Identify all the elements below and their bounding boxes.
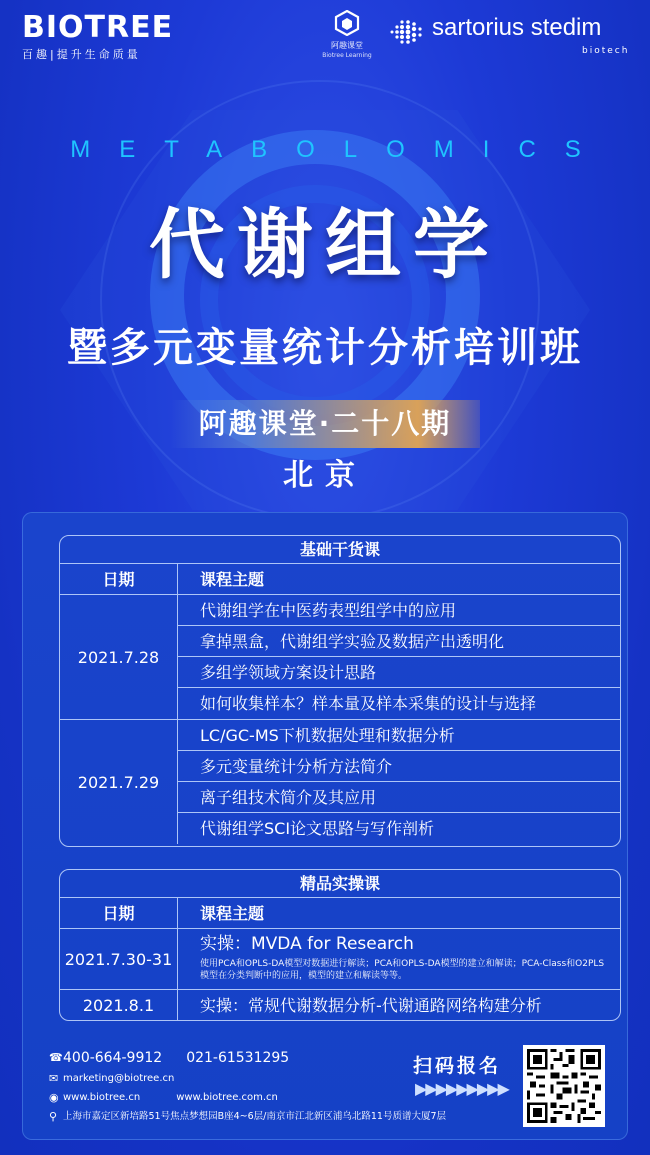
table-row-group — [60, 595, 620, 720]
main-title: 代谢组学 — [149, 200, 501, 289]
phone-row — [49, 1047, 446, 1069]
table-row-group — [60, 720, 620, 844]
address-row — [49, 1107, 446, 1126]
date-cell: 2021.7.28 — [60, 595, 178, 719]
phone-1[interactable]: 400-664-9912 — [63, 1050, 163, 1066]
qr-code[interactable] — [523, 1045, 605, 1127]
column-header-topic: 课程主题 — [200, 904, 265, 923]
topic-cell: 多组学领域方案设计思路 — [178, 657, 620, 688]
topic-cell: LC/GC-MS下机数据处理和数据分析 — [178, 720, 620, 751]
table-heading: 精品实操课 — [60, 870, 620, 898]
column-header-date: 日期 — [60, 564, 178, 594]
column-header-row — [60, 898, 620, 929]
contact-info — [49, 1047, 446, 1126]
email-link[interactable]: marketing@biotree.cn — [63, 1072, 175, 1084]
metabolomics-text: METABOLOMICS — [70, 136, 610, 163]
arrow-decoration: ▶▶▶▶▶▶▶▶▶ — [415, 1079, 508, 1098]
column-header-row — [60, 564, 620, 595]
mail-icon: ✉ — [49, 1071, 59, 1085]
topic-cell: 离子组技术简介及其应用 — [178, 782, 620, 813]
topic-cell: 如何收集样本？样本量及样本采集的设计与选择 — [200, 694, 537, 713]
biotree-logo — [22, 12, 173, 62]
sartorius-sub: biotech — [582, 46, 630, 56]
basic-course-table — [59, 535, 621, 847]
table-heading: 基础干货课 — [60, 536, 620, 564]
sartorius-name: sartorius stedim — [432, 14, 602, 41]
address-text: 上海市嘉定区新培路51号焦点梦想园B座4~6层/南京市江北新区浦乌北路11号质谱大厦7层 — [63, 1110, 446, 1122]
schedule-panel — [22, 512, 628, 1140]
topic-cell: 拿掉黑盒，代谢组学实验及数据产出透明化 — [178, 626, 620, 657]
practice-course-table — [59, 869, 621, 1021]
topic-title: 实操：MVDA for Research — [200, 934, 414, 954]
website-link-2[interactable]: www.biotree.com.cn — [176, 1091, 278, 1103]
biotree-brand: BIOTREE — [22, 10, 174, 45]
table-row — [60, 929, 620, 990]
dots-icon — [388, 18, 424, 46]
column-header-topic: 课程主题 — [200, 570, 265, 589]
topic-cell: 代谢组学SCI论文思路与写作剖析 — [200, 819, 435, 838]
column-header-date: 日期 — [60, 898, 178, 928]
location-icon: ⚲ — [49, 1109, 58, 1123]
subtitle: 暨多元变量统计分析培训班 — [67, 325, 583, 371]
scan-register-label: 扫码报名 — [413, 1055, 502, 1077]
table-row — [60, 990, 620, 1021]
aqu-classroom-name: 阿趣课堂 — [331, 41, 363, 50]
topic-description: 使用PCA和OPLS-DA模型对数据进行解读；PCA和OPLS-DA模型的建立和解读；PCA-Class和O2PLS模型在分类判断中的应用，模型的建立和解读等等。 — [200, 959, 605, 981]
aqu-classroom-logo — [322, 10, 372, 59]
website-row — [49, 1088, 446, 1107]
date-cell: 2021.7.30-31 — [60, 929, 178, 989]
topic-cell: 实操：常规代谢数据分析-代谢通路网络构建分析 — [200, 996, 542, 1015]
cube-icon — [334, 10, 360, 36]
website-link-1[interactable]: www.biotree.cn — [63, 1091, 141, 1103]
topic-cell: 代谢组学在中医药表型组学中的应用 — [178, 595, 620, 626]
session-badge: 阿趣课堂·二十八期 — [170, 400, 480, 448]
aqu-classroom-sub: Biotree Learning — [322, 52, 372, 59]
date-cell: 2021.8.1 — [60, 990, 178, 1021]
email-row — [49, 1069, 446, 1088]
phone-2[interactable]: 021-61531295 — [186, 1050, 290, 1066]
topic-cell — [178, 929, 620, 989]
biotree-slogan: 百趣|提升生命质量 — [22, 48, 141, 61]
city-label: 北京 — [283, 458, 367, 493]
topic-cell: 多元变量统计分析方法简介 — [178, 751, 620, 782]
phone-icon: ☎ — [49, 1051, 63, 1064]
date-cell: 2021.7.29 — [60, 720, 178, 844]
globe-icon: ◉ — [49, 1090, 59, 1104]
